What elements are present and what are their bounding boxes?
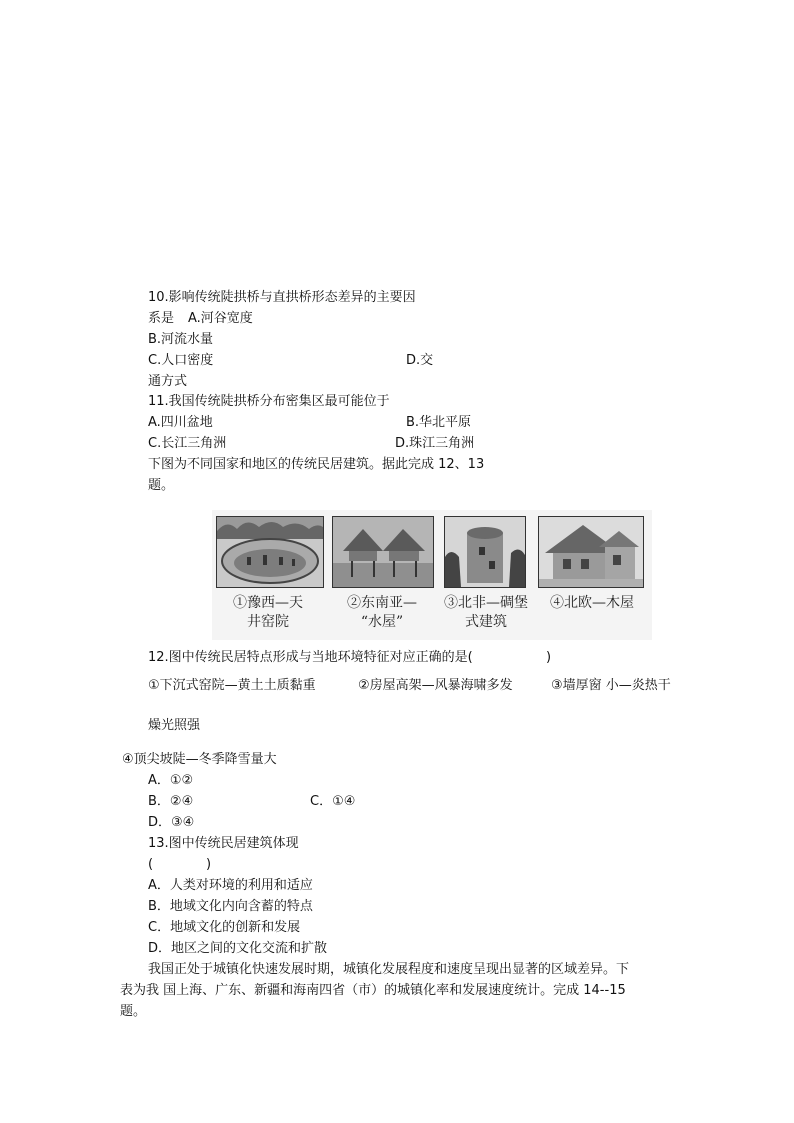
q11-option-b: B.华北平原 xyxy=(406,415,472,430)
water-house-photo xyxy=(332,516,434,588)
q12-option-c: C．①④ xyxy=(310,794,356,809)
intro-14-15-line3: 题。 xyxy=(120,1004,147,1019)
q12-option-d: D．③④ xyxy=(148,815,195,830)
cave-courtyard-photo xyxy=(216,516,324,588)
q13-option-c: C．地域文化的创新和发展 xyxy=(148,920,301,935)
q10-stem-line2: 系是 xyxy=(148,311,175,326)
intro-14-15-line2: 表为我 国上海、广东、新疆和海南四省（市）的城镇化率和发展速度统计。完成 14--15 xyxy=(120,983,626,998)
q12-item-2: ②房屋高架—风暴海啸多发 xyxy=(358,678,513,693)
q10-option-a: A.河谷宽度 xyxy=(188,311,253,326)
q12-item-3a: ③墙厚窗 小—炎热干 xyxy=(551,678,671,693)
q13-stem: 13.图中传统民居建筑体现 xyxy=(148,836,299,851)
q13-option-a: A．人类对环境的利用和适应 xyxy=(148,878,313,893)
caption-3-line2: 式建筑 xyxy=(465,614,507,630)
caption-1 xyxy=(212,594,324,632)
q11-stem: 11.我国传统陡拱桥分布密集区最可能位于 xyxy=(148,394,390,409)
q11-option-d: D.珠江三角洲 xyxy=(395,436,475,451)
caption-1-line2: 井窑院 xyxy=(247,614,289,630)
q13-option-d: D．地区之间的文化交流和扩散 xyxy=(148,941,328,956)
caption-4 xyxy=(540,594,644,613)
q13-paren-open: ( xyxy=(148,857,154,872)
q12-item-4: ④顶尖坡陡—冬季降雪量大 xyxy=(122,752,277,767)
intro-14-15-line1: 我国正处于城镇化快速发展时期，城镇化发展程度和速度呈现出显著的区域差异。下 xyxy=(148,962,630,977)
q12-item-1: ①下沉式窑院—黄土土质黏重 xyxy=(148,678,316,693)
q13-option-b: B．地域文化内向含蓄的特点 xyxy=(148,899,313,914)
caption-3 xyxy=(434,594,538,632)
q11-option-a: A.四川盆地 xyxy=(148,415,213,430)
q10-option-d-part2: 通方式 xyxy=(148,374,188,389)
fortress-house-photo xyxy=(444,516,526,588)
q10-stem-line1: 10.影响传统陡拱桥与直拱桥形态差异的主要因 xyxy=(148,290,416,305)
q12-stem-close: ) xyxy=(546,650,552,665)
q11-option-c: C.长江三角洲 xyxy=(148,436,227,451)
q10-option-b: B.河流水量 xyxy=(148,332,214,347)
q13-paren-close: ) xyxy=(206,857,212,872)
q10-option-d-part1: D.交 xyxy=(406,353,434,368)
q12-option-b: B．②④ xyxy=(148,794,194,809)
caption-2 xyxy=(328,594,436,632)
q12-item-3b: 燥光照强 xyxy=(148,718,201,733)
intro-12-13-line2: 题。 xyxy=(148,478,175,493)
wooden-house-photo xyxy=(538,516,644,588)
caption-1-line1: ①豫西—天 xyxy=(233,595,303,611)
caption-2-line2: “水屋” xyxy=(360,614,404,630)
q10-option-c: C.人口密度 xyxy=(148,353,214,368)
q12-option-a: A．①② xyxy=(148,773,194,788)
dwellings-figure xyxy=(212,510,652,640)
q12-stem: 12.图中传统民居特点形成与当地环境特征对应正确的是( xyxy=(148,650,473,665)
intro-12-13-line1: 下图为不同国家和地区的传统民居建筑。据此完成 12、13 xyxy=(148,457,485,472)
caption-4-line1: ④北欧—木屋 xyxy=(550,595,634,611)
caption-2-line1: ②东南亚— xyxy=(347,595,417,611)
caption-3-line1: ③北非—碉堡 xyxy=(444,595,528,611)
